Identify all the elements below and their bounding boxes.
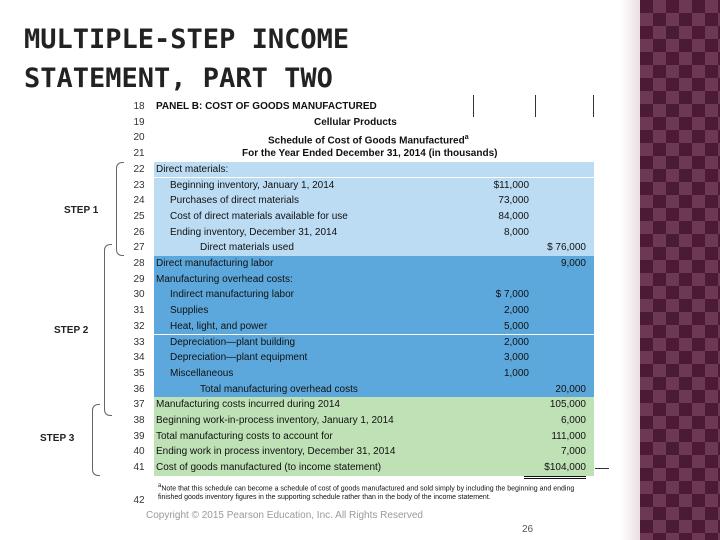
decorative-gradient (620, 0, 640, 540)
decorative-pattern-panel (640, 0, 720, 540)
amount-col1: 5,000 (503, 320, 529, 332)
row-label: Supplies (170, 305, 209, 317)
table-row (124, 429, 594, 445)
table-row (124, 303, 594, 319)
table-row (124, 319, 594, 335)
amount-col1: 3,000 (503, 352, 529, 364)
row-number: 42 (124, 476, 154, 510)
row-label: Cost of direct materials available for use (170, 210, 348, 222)
row-number: 21 (124, 146, 154, 162)
amount-col1: 8,000 (469, 225, 529, 242)
row-number: 34 (124, 350, 154, 366)
row-label: Ending work in process inventory, December 31, 2014 (156, 446, 396, 458)
period-heading: For the Year Ended December 31, 2014 (in thousands) (242, 148, 498, 160)
row-number: 27 (124, 240, 154, 256)
amount-col2: 20,000 (524, 382, 586, 399)
amount-col2: 9,000 (560, 258, 586, 269)
table-row (124, 460, 594, 476)
amount-col1: 2,000 (503, 336, 529, 348)
table-row (124, 146, 594, 162)
amount-col1: 84,000 (498, 210, 529, 222)
row-label: Beginning inventory, January 1, 2014 (170, 179, 335, 191)
amount-col1: 73,000 (469, 193, 529, 210)
footnote-marker: a (158, 483, 162, 489)
table-row (124, 287, 594, 303)
table-row (124, 350, 594, 366)
table-row (124, 366, 594, 382)
table-row (124, 444, 594, 460)
table-row (124, 382, 594, 398)
step-2-label: STEP 2 (54, 325, 89, 336)
amount-col2: $ 76,000 (547, 242, 586, 254)
amount-col2: 7,000 (524, 444, 586, 461)
table-row (124, 335, 594, 351)
row-number: 26 (124, 225, 154, 241)
amount-col1: $11,000 (493, 179, 529, 191)
row-label: Beginning work-in-process inventory, January 1, 2014 (156, 415, 394, 426)
row-label: Purchases of direct materials (170, 195, 299, 207)
row-number: 37 (124, 397, 154, 413)
table-row (124, 115, 594, 131)
row-number: 40 (124, 444, 154, 460)
step-1-label: STEP 1 (64, 205, 99, 216)
step-3-brace (92, 404, 100, 476)
row-number: 31 (124, 303, 154, 319)
row-label: Manufacturing overhead costs: (156, 273, 293, 285)
row-label: Heat, light, and power (170, 320, 268, 332)
row-number: 41 (124, 460, 154, 476)
row-number: 22 (124, 162, 154, 178)
schedule-title: Schedule of Cost of Goods Manufactured (268, 135, 465, 147)
panel-heading: PANEL B: COST OF GOODS MANUFACTURED (156, 101, 377, 112)
row-number: 28 (124, 256, 154, 272)
table-row (124, 178, 594, 194)
row-label: Cost of goods manufactured (to income statement) (156, 462, 382, 474)
row-number: 29 (124, 272, 154, 288)
row-label: Ending inventory, December 31, 2014 (170, 226, 338, 238)
table-row (124, 256, 594, 272)
row-label: Direct manufacturing labor (156, 258, 274, 269)
row-label: Miscellaneous (170, 367, 234, 379)
row-number: 30 (124, 287, 154, 303)
row-number: 24 (124, 193, 154, 209)
row-number: 20 (124, 130, 154, 146)
row-label: Direct materials: (156, 163, 229, 175)
amount-col2: 105,000 (549, 399, 586, 411)
footnote-text: Note that this schedule can become a schedule of cost of goods manufactured and sold simply by including the beginning and ending finished goods inventory figures in the supporting schedule rather than in the body of the income statement. (158, 485, 575, 502)
table-row (124, 99, 594, 115)
title-line-1: MULTIPLE-STEP INCOME (24, 24, 350, 55)
company-name: Cellular Products (314, 116, 397, 128)
amount-col1: 1,000 (469, 366, 529, 383)
row-number: 32 (124, 319, 154, 335)
table-row (124, 225, 594, 241)
step-2-brace (104, 244, 112, 416)
row-number: 19 (124, 115, 154, 131)
title-line-2: STATEMENT, PART TWO (24, 63, 333, 94)
footnote-marker: a (464, 134, 469, 142)
row-number: 25 (124, 209, 154, 225)
table-row (124, 130, 594, 146)
amount-col2: $104,000 (524, 460, 586, 479)
amount-col1: 2,000 (503, 305, 529, 317)
row-number: 36 (124, 382, 154, 398)
row-label: Depreciation—plant building (170, 336, 296, 348)
row-number: 18 (124, 99, 154, 115)
amount-col1: $ 7,000 (495, 289, 529, 301)
row-number: 33 (124, 335, 154, 351)
row-number: 39 (124, 429, 154, 445)
row-number: 38 (124, 413, 154, 429)
amount-col2: 111,000 (551, 430, 586, 442)
row-label: Manufacturing costs incurred during 2014 (156, 399, 340, 411)
row-label: Total manufacturing overhead costs (200, 383, 358, 395)
table-row (124, 272, 594, 288)
row-label: Total manufacturing costs to account for (156, 430, 333, 442)
table-row (124, 209, 594, 225)
amount-col2: 6,000 (524, 413, 586, 430)
row-label: Indirect manufacturing labor (170, 289, 294, 301)
row-label: Depreciation—plant equipment (170, 352, 308, 364)
step-1-brace (116, 162, 124, 256)
table-row (124, 397, 594, 413)
table-row (124, 162, 594, 178)
row-label: Direct materials used (200, 242, 294, 254)
copyright-text: Copyright © 2015 Pearson Education, Inc. All Rights Reserved (146, 510, 423, 521)
row-number: 35 (124, 366, 154, 382)
spreadsheet (124, 95, 594, 513)
row-41-marker-line (595, 468, 609, 469)
footnote (158, 482, 588, 502)
step-3-label: STEP 3 (40, 433, 75, 444)
table-row (124, 193, 594, 209)
table-row (124, 413, 594, 429)
row-number: 23 (124, 178, 154, 194)
table-row (124, 240, 594, 256)
page-number: 26 (522, 524, 534, 535)
slide-title (24, 20, 444, 98)
